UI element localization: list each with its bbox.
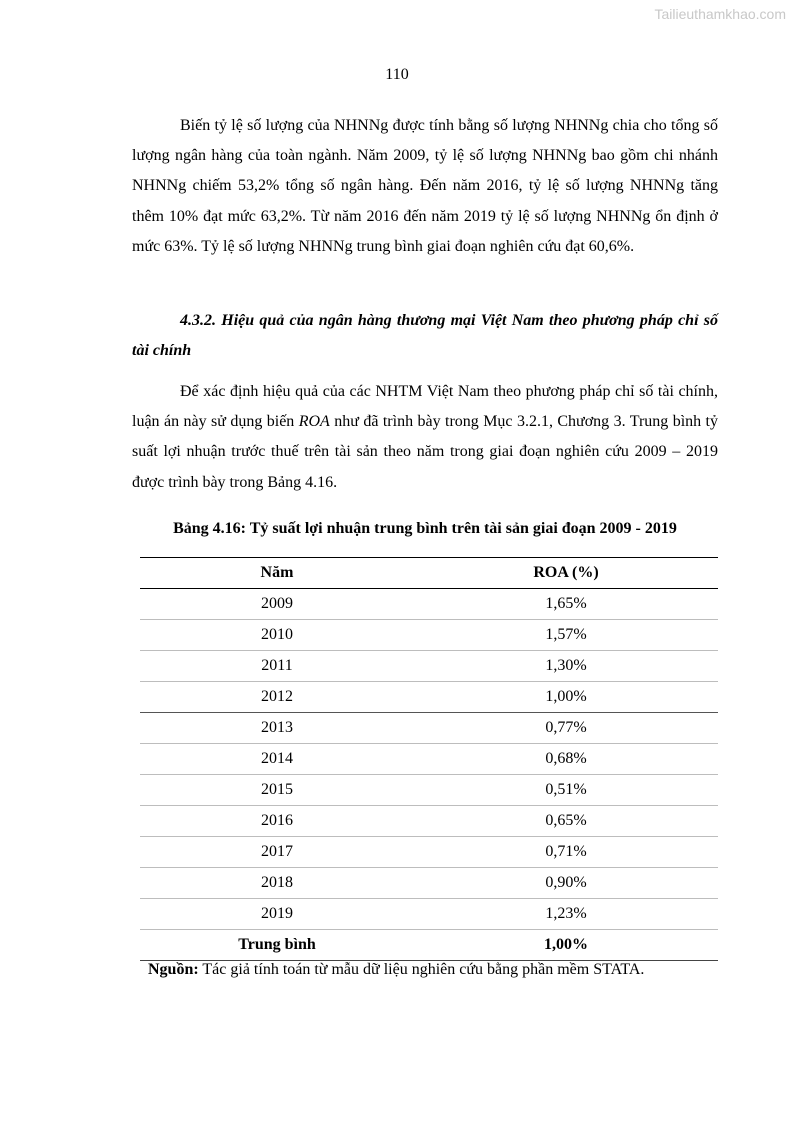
table-average-row <box>140 930 718 961</box>
roa-table <box>140 557 718 961</box>
table-row <box>140 837 718 868</box>
cell-roa: 0,71% <box>414 837 718 868</box>
average-value: 1,00% <box>414 930 718 961</box>
table-row <box>140 589 718 620</box>
cell-roa: 1,57% <box>414 620 718 651</box>
cell-year: 2010 <box>140 620 414 651</box>
cell-roa: 0,68% <box>414 744 718 775</box>
cell-roa: 0,65% <box>414 806 718 837</box>
table-row <box>140 744 718 775</box>
table-row <box>140 651 718 682</box>
cell-year: 2013 <box>140 713 414 744</box>
paragraph-roa-part-1: Để xác định hiệu quả của các NHTM Việt Nam theo phương pháp chỉ số tài chính, luận án này sử dụng biến <box>132 383 718 431</box>
cell-year: 2017 <box>140 837 414 868</box>
roa-variable: ROA <box>298 413 330 431</box>
cell-roa: 1,23% <box>414 899 718 930</box>
cell-roa: 1,30% <box>414 651 718 682</box>
cell-year: 2012 <box>140 682 414 713</box>
cell-year: 2015 <box>140 775 414 806</box>
cell-roa: 0,90% <box>414 868 718 899</box>
table-row <box>140 868 718 899</box>
table-header-row <box>140 558 718 589</box>
watermark-text: Tailieuthamkhao.com <box>654 6 786 22</box>
cell-year: 2014 <box>140 744 414 775</box>
cell-year: 2018 <box>140 868 414 899</box>
cell-year: 2016 <box>140 806 414 837</box>
table-row <box>140 713 718 744</box>
table-row <box>140 682 718 713</box>
source-label: Nguồn: <box>148 961 199 978</box>
header-roa: ROA (%) <box>414 558 718 589</box>
header-year: Năm <box>140 558 414 589</box>
cell-roa: 0,77% <box>414 713 718 744</box>
table-row <box>140 899 718 930</box>
cell-roa: 0,51% <box>414 775 718 806</box>
cell-year: 2009 <box>140 589 414 620</box>
cell-year: 2011 <box>140 651 414 682</box>
paragraph-nhnng-ratio: Biến tỷ lệ số lượng của NHNNg được tính bằng số lượng NHNNg chia cho tổng số lượng ngân hàng của toàn ngành. Năm 2009, tỷ lệ số lượng NHNNg bao gồm chi nhánh NHNNg chiếm 53,2% tổng số ngân hàng. Đến năm 2016, tỷ lệ số lượng NHNNg tăng thêm 10% đạt mức 63,2%. Từ năm 2016 đến năm 2019 tỷ lệ số lượng NHNNg ổn định ở mức 63%. Tỷ lệ số lượng NHNNg trung bình giai đoạn nghiên cứu đạt 60,6%. <box>132 117 718 255</box>
table-row <box>140 775 718 806</box>
paragraph-roa-method <box>132 377 718 498</box>
source-text: Tác giả tính toán từ mẫu dữ liệu nghiên cứu bằng phần mềm STATA. <box>198 961 645 978</box>
cell-roa: 1,00% <box>414 682 718 713</box>
section-heading: 4.3.2. Hiệu quả của ngân hàng thương mại Việt Nam theo phương pháp chỉ số tài chính <box>132 312 718 360</box>
table-body <box>140 589 718 930</box>
cell-roa: 1,65% <box>414 589 718 620</box>
table-row <box>140 620 718 651</box>
table-row <box>140 806 718 837</box>
page-number: 110 <box>385 66 409 83</box>
table-caption: Bảng 4.16: Tỷ suất lợi nhuận trung bình trên tài sản giai đoạn 2009 - 2019 <box>173 520 677 537</box>
cell-year: 2019 <box>140 899 414 930</box>
source-note <box>148 961 718 979</box>
paragraph-roa-part-2: như đã trình bày trong Mục 3.2.1, Chương 3. Trung bình tỷ suất lợi nhuận trước thuế trên tài sản theo năm trong giai đoạn nghiên cứu 2009 – 2019 được trình bày trong Bảng 4.16. <box>132 413 719 491</box>
average-label: Trung bình <box>140 930 414 961</box>
